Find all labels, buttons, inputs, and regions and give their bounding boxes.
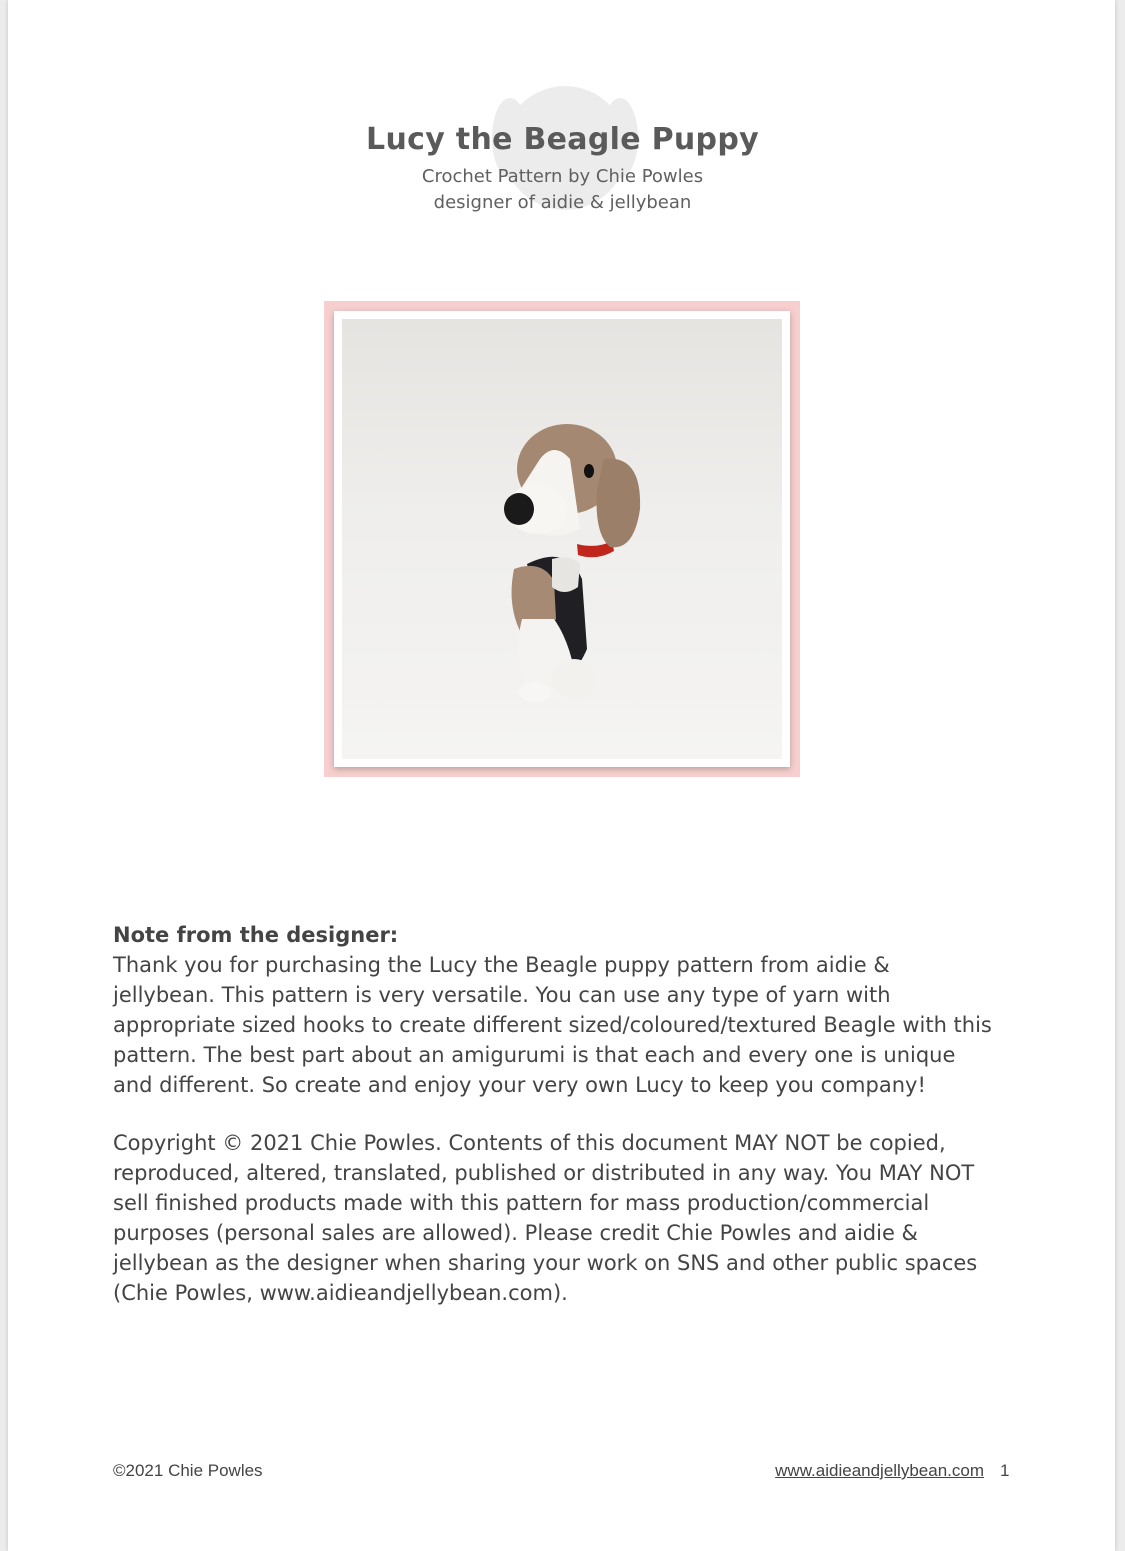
photo-frame [324,301,800,777]
note-heading: Note from the designer: [113,923,399,947]
beagle-puppy-photo [342,319,782,759]
subtitle-author: Crochet Pattern by Chie Powles [421,166,704,187]
page-number: 1 [1000,1461,1010,1480]
photo-card [334,311,790,767]
page-title: Lucy the Beagle Puppy [366,122,759,157]
copyright-paragraph: Copyright © 2021 Chie Powles. Contents of this document MAY NOT be copied, reproduced, altered, translated, published or distributed in any way. You MAY NOT sell finished products made with this pattern for mass production/commercial purposes (personal sales are allowed). Please credit Chie Powles and aidie & jellybean as the designer when sharing your work on SNS and other public spaces (Chie Powles, www.aidieandjellybean.com). [113,1131,978,1305]
note-body [113,950,993,1100]
note-paragraph: Thank you for purchasing the Lucy the Beagle puppy pattern from aidie & jellybean. This pattern is very versatile. You can use any type of yarn with appropriate sized hooks to create different sized/coloured/textured Beagle with this pattern. The best part about an amigurumi is that each and every one is unique and different. So create and enjoy your very own Lucy to keep you company! [113,953,992,1097]
document-page [8,0,1115,1551]
copyright-notice [113,1128,993,1308]
logo-watermark [490,78,640,248]
footer-copyright: ©2021 Chie Powles [113,1461,263,1480]
footer-website-link[interactable]: www.aidieandjellybean.com [775,1461,984,1480]
subtitle-designer: designer of aidie & jellybean [433,192,692,213]
